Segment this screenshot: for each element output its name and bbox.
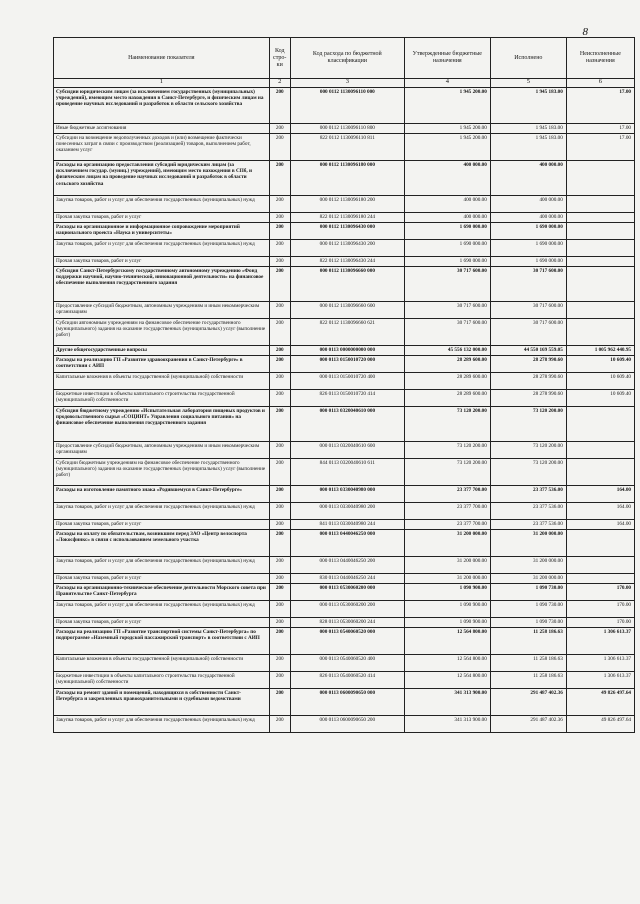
unexecuted-amount-cell: [566, 442, 634, 459]
approved-amount-cell: 30 717 600.00: [404, 267, 490, 302]
line-code-cell: 200: [269, 213, 290, 223]
approved-amount-cell: 1 690 000.00: [404, 257, 490, 267]
table-row: [54, 503, 635, 520]
executed-amount-cell: 23 377 536.00: [490, 486, 566, 503]
table-row: [54, 346, 635, 356]
header-budget-class-code: Код расхода по бюджетной классификации: [290, 38, 404, 79]
indicator-name-cell: Расходы на реализацию ГП «Развитие здравоохранения в Санкт-Петербурге» в соответствии с АИП: [54, 356, 270, 373]
unexecuted-amount-cell: 164.00: [566, 503, 634, 520]
approved-amount-cell: 1 945 200.00: [404, 124, 490, 134]
unexecuted-amount-cell: [566, 196, 634, 213]
unexecuted-amount-cell: [566, 257, 634, 267]
indicator-name-cell: Закупка товаров, работ и услуг для обеспечения государственных (муниципальных) нужд: [54, 196, 270, 213]
table-row: [54, 356, 635, 373]
executed-amount-cell: 28 278 990.60: [490, 390, 566, 407]
approved-amount-cell: 341 313 900.00: [404, 689, 490, 716]
executed-amount-cell: 30 717 600.00: [490, 319, 566, 346]
indicator-name-cell: Иные бюджетные ассигнования: [54, 124, 270, 134]
budget-class-code-cell: 822 0112 1130096660 621: [290, 319, 404, 346]
indicator-name-cell: Субсидии автономным учреждениям на финансовое обеспечение государственного (муниципального) задания на оказание государственных (муниципальных) услуг (выполнение работ): [54, 319, 270, 346]
column-number: 5: [490, 79, 566, 88]
indicator-name-cell: Предоставление субсидий бюджетным, автономным учреждениям и иным некоммерческим организациям: [54, 442, 270, 459]
approved-amount-cell: 12 564 800.00: [404, 672, 490, 689]
indicator-name-cell: Капитальные вложения в объекты государственной (муниципальной) собственности: [54, 655, 270, 672]
indicator-name-cell: Расходы на ремонт зданий и помещений, находящихся в собственности Санкт-Петербурга и закрепленных правоохранительными и судебными ведомствами: [54, 689, 270, 716]
approved-amount-cell: 28 289 600.00: [404, 373, 490, 390]
unexecuted-amount-cell: 164.00: [566, 486, 634, 503]
executed-amount-cell: 1 945 183.00: [490, 124, 566, 134]
unexecuted-amount-cell: 1 005 962 440.95: [566, 346, 634, 356]
approved-amount-cell: 31 200 000.00: [404, 530, 490, 557]
unexecuted-amount-cell: 10 609.40: [566, 373, 634, 390]
table-row: [54, 716, 635, 733]
header-line-code: Код стро-ки: [269, 38, 290, 79]
indicator-name-cell: Закупка товаров, работ и услуг для обеспечения государственных (муниципальных) нужд: [54, 557, 270, 574]
line-code-cell: 200: [269, 356, 290, 373]
line-code-cell: 200: [269, 161, 290, 196]
budget-class-code-cell: 000 0113 0530060200 200: [290, 601, 404, 618]
executed-amount-cell: 291 487 402.36: [490, 689, 566, 716]
unexecuted-amount-cell: 1 306 613.37: [566, 655, 634, 672]
table-row: [54, 628, 635, 655]
indicator-name-cell: Расходы на оплату по обязательствам, возникшим перед ЗАО «Центр велоспорта «Локосфинкс» в связи с использованием земельного участка: [54, 530, 270, 557]
line-code-cell: 200: [269, 486, 290, 503]
budget-class-code-cell: 828 0113 0530060200 244: [290, 618, 404, 628]
budget-class-code-cell: 000 0113 0600090650 000: [290, 689, 404, 716]
indicator-name-cell: Закупка товаров, работ и услуг для обеспечения государственных (муниципальных) нужд: [54, 601, 270, 618]
line-code-cell: 200: [269, 584, 290, 601]
budget-class-code-cell: 000 0112 1130096180 000: [290, 161, 404, 196]
executed-amount-cell: 31 200 000.00: [490, 574, 566, 584]
table-row: [54, 618, 635, 628]
line-code-cell: 200: [269, 223, 290, 240]
indicator-name-cell: Расходы на реализацию ГП «Развитие транспортной системы Санкт-Петербурга» по подпрограмме «Наземный городской пассажирский транспорт» в соответствии с АИП: [54, 628, 270, 655]
line-code-cell: 200: [269, 618, 290, 628]
header-indicator-name: Наименование показателя: [54, 38, 270, 79]
executed-amount-cell: 1 690 000.00: [490, 257, 566, 267]
indicator-name-cell: Бюджетные инвестиции в объекты капитального строительства государственной (муниципальной) собственности: [54, 390, 270, 407]
indicator-name-cell: Расходы на организационное и информационное сопровождение мероприятий национального проекта «Наука и университеты»: [54, 223, 270, 240]
table-row: [54, 601, 635, 618]
indicator-name-cell: Расходы на организацию предоставления субсидий юридическим лицам (за исключением государ. (муниц.) учреждений), имеющим место нахождения в СПб, и физическим лицам на проведение научных исследований и разработок в области сельского хозяйства: [54, 161, 270, 196]
approved-amount-cell: 23 377 700.00: [404, 503, 490, 520]
indicator-name-cell: Прочая закупка товаров, работ и услуг: [54, 257, 270, 267]
line-code-cell: 200: [269, 267, 290, 302]
line-code-cell: 200: [269, 124, 290, 134]
unexecuted-amount-cell: 170.00: [566, 601, 634, 618]
table-row: [54, 442, 635, 459]
executed-amount-cell: 1 090 730.00: [490, 584, 566, 601]
budget-class-code-cell: 000 0112 1130096180 200: [290, 196, 404, 213]
indicator-name-cell: Закупка товаров, работ и услуг для обеспечения государственных (муниципальных) нужд: [54, 716, 270, 733]
table-row: [54, 459, 635, 486]
executed-amount-cell: 73 120 200.00: [490, 442, 566, 459]
unexecuted-amount-cell: 1 306 613.37: [566, 628, 634, 655]
budget-class-code-cell: 000 0113 0320040610 600: [290, 442, 404, 459]
table-row: [54, 574, 635, 584]
unexecuted-amount-cell: 170.00: [566, 584, 634, 601]
executed-amount-cell: 28 278 990.60: [490, 373, 566, 390]
indicator-name-cell: Закупка товаров, работ и услуг для обеспечения государственных (муниципальных) нужд: [54, 240, 270, 257]
unexecuted-amount-cell: 17.00: [566, 88, 634, 124]
line-code-cell: 200: [269, 601, 290, 618]
unexecuted-amount-cell: [566, 574, 634, 584]
approved-amount-cell: 1 090 900.00: [404, 584, 490, 601]
table-row: [54, 124, 635, 134]
indicator-name-cell: Субсидии юридическим лицам (за исключением государственных (муниципальных) учреждений), имеющим место нахождения в Санкт-Петербурге, и физическим лицам на проведение научных исследований и разработок в области сельского хозяйства: [54, 88, 270, 124]
line-code-cell: 200: [269, 628, 290, 655]
table-row: [54, 257, 635, 267]
executed-amount-cell: 73 120 200.00: [490, 407, 566, 442]
executed-amount-cell: 1 690 000.00: [490, 240, 566, 257]
table-row: [54, 407, 635, 442]
line-code-cell: 200: [269, 407, 290, 442]
indicator-name-cell: Расходы на организационно-техническое обеспечение деятельности Морского совета при Правительстве Санкт-Петербурга: [54, 584, 270, 601]
line-code-cell: 200: [269, 346, 290, 356]
approved-amount-cell: 73 120 200.00: [404, 459, 490, 486]
table-row: [54, 267, 635, 302]
table-row: [54, 486, 635, 503]
approved-amount-cell: 28 289 600.00: [404, 356, 490, 373]
executed-amount-cell: 31 200 000.00: [490, 557, 566, 574]
unexecuted-amount-cell: 49 826 497.64: [566, 716, 634, 733]
approved-amount-cell: 31 200 000.00: [404, 574, 490, 584]
column-number-row: [54, 79, 635, 88]
column-number: 2: [269, 79, 290, 88]
budget-class-code-cell: 000 0112 1130096430 200: [290, 240, 404, 257]
indicator-name-cell: Капитальные вложения в объекты государственной (муниципальной) собственности: [54, 373, 270, 390]
budget-class-code-cell: 000 0113 0440046250 000: [290, 530, 404, 557]
unexecuted-amount-cell: 170.00: [566, 618, 634, 628]
line-code-cell: 200: [269, 557, 290, 574]
table-row: [54, 584, 635, 601]
approved-amount-cell: 12 564 800.00: [404, 655, 490, 672]
executed-amount-cell: 23 377 536.00: [490, 503, 566, 520]
approved-amount-cell: 31 200 000.00: [404, 557, 490, 574]
line-code-cell: 200: [269, 257, 290, 267]
executed-amount-cell: 30 717 600.00: [490, 302, 566, 319]
approved-amount-cell: 341 313 900.00: [404, 716, 490, 733]
table-body: [54, 88, 635, 733]
line-code-cell: 200: [269, 503, 290, 520]
line-code-cell: 200: [269, 302, 290, 319]
executed-amount-cell: 23 377 536.00: [490, 520, 566, 530]
budget-class-code-cell: 000 0113 0000000000 000: [290, 346, 404, 356]
line-code-cell: 200: [269, 716, 290, 733]
unexecuted-amount-cell: [566, 557, 634, 574]
column-number: 6: [566, 79, 634, 88]
header-row: [54, 38, 635, 79]
unexecuted-amount-cell: 10 609.40: [566, 356, 634, 373]
table-row: [54, 302, 635, 319]
approved-amount-cell: 1 090 900.00: [404, 601, 490, 618]
unexecuted-amount-cell: [566, 302, 634, 319]
page-number: 8: [582, 26, 588, 38]
approved-amount-cell: 30 717 600.00: [404, 319, 490, 346]
approved-amount-cell: 400 000.00: [404, 161, 490, 196]
unexecuted-amount-cell: [566, 319, 634, 346]
table-row: [54, 240, 635, 257]
unexecuted-amount-cell: [566, 240, 634, 257]
table-row: [54, 373, 635, 390]
unexecuted-amount-cell: 17.00: [566, 124, 634, 134]
budget-class-code-cell: 000 0113 0330040980 200: [290, 503, 404, 520]
line-code-cell: 200: [269, 530, 290, 557]
line-code-cell: 200: [269, 672, 290, 689]
approved-amount-cell: 400 000.00: [404, 196, 490, 213]
executed-amount-cell: 30 717 600.00: [490, 267, 566, 302]
table-row: [54, 196, 635, 213]
budget-class-code-cell: 822 0112 1130096180 244: [290, 213, 404, 223]
budget-class-code-cell: 826 0113 0540060520 414: [290, 672, 404, 689]
indicator-name-cell: Расходы на изготовление памятного знака «Родившемуся в Санкт-Петербурге»: [54, 486, 270, 503]
budget-class-code-cell: 000 0113 0320040610 000: [290, 407, 404, 442]
budget-class-code-cell: 000 0112 1130096660 000: [290, 267, 404, 302]
executed-amount-cell: 11 258 186.63: [490, 628, 566, 655]
table-row: [54, 557, 635, 574]
indicator-name-cell: Субсидии на возмещение недополученных доходов и (или) возмещение фактически понесенных затрат в связи с производством (реализацией) товаров, выполнением работ, оказанием услуг: [54, 134, 270, 161]
line-code-cell: 200: [269, 373, 290, 390]
budget-class-code-cell: 000 0113 0330040980 000: [290, 486, 404, 503]
unexecuted-amount-cell: [566, 223, 634, 240]
unexecuted-amount-cell: [566, 161, 634, 196]
table-row: [54, 161, 635, 196]
line-code-cell: 200: [269, 390, 290, 407]
budget-class-code-cell: 841 0113 0330040980 244: [290, 520, 404, 530]
indicator-name-cell: Закупка товаров, работ и услуг для обеспечения государственных (муниципальных) нужд: [54, 503, 270, 520]
executed-amount-cell: 1 090 730.00: [490, 601, 566, 618]
unexecuted-amount-cell: 49 826 497.64: [566, 689, 634, 716]
approved-amount-cell: 1 945 200.00: [404, 88, 490, 124]
header-approved: Утвержденные бюджетные назначения: [404, 38, 490, 79]
budget-class-code-cell: 822 0112 1130096110 811: [290, 134, 404, 161]
executed-amount-cell: 400 000.00: [490, 161, 566, 196]
approved-amount-cell: 12 564 800.00: [404, 628, 490, 655]
unexecuted-amount-cell: [566, 459, 634, 486]
table-row: [54, 655, 635, 672]
unexecuted-amount-cell: [566, 407, 634, 442]
line-code-cell: 200: [269, 319, 290, 346]
approved-amount-cell: 1 690 000.00: [404, 223, 490, 240]
budget-class-code-cell: 000 0113 0540060520 400: [290, 655, 404, 672]
executed-amount-cell: 1 690 000.00: [490, 223, 566, 240]
table-row: [54, 319, 635, 346]
line-code-cell: 200: [269, 134, 290, 161]
indicator-name-cell: Субсидия Санкт-Петербургскому государственному автономному учреждению «Фонд поддержки научной, научно-технической, инновационной деятельности» на финансовое обеспечение выполнения государственного задания: [54, 267, 270, 302]
executed-amount-cell: 31 200 000.00: [490, 530, 566, 557]
line-code-cell: 200: [269, 196, 290, 213]
line-code-cell: 200: [269, 520, 290, 530]
approved-amount-cell: 400 000.00: [404, 213, 490, 223]
indicator-name-cell: Субсидия бюджетному учреждению «Испытательная лаборатория пищевых продуктов и продовольственного сырья «СОЦИНТ» Управления социального питания» на финансовое обеспечение выполнения государственного задания: [54, 407, 270, 442]
budget-class-code-cell: 000 0112 1130096660 600: [290, 302, 404, 319]
indicator-name-cell: Прочая закупка товаров, работ и услуг: [54, 574, 270, 584]
budget-class-code-cell: 844 0113 0320040610 611: [290, 459, 404, 486]
table-row: [54, 223, 635, 240]
table-row: [54, 530, 635, 557]
executed-amount-cell: 44 550 169 559.05: [490, 346, 566, 356]
unexecuted-amount-cell: [566, 267, 634, 302]
approved-amount-cell: 28 289 600.00: [404, 390, 490, 407]
executed-amount-cell: 1 945 183.00: [490, 134, 566, 161]
column-number: 1: [54, 79, 270, 88]
indicator-name-cell: Прочая закупка товаров, работ и услуг: [54, 213, 270, 223]
executed-amount-cell: 11 258 186.63: [490, 655, 566, 672]
budget-class-code-cell: 000 0112 1130096430 000: [290, 223, 404, 240]
approved-amount-cell: 23 377 700.00: [404, 520, 490, 530]
approved-amount-cell: 30 717 600.00: [404, 302, 490, 319]
indicator-name-cell: Прочая закупка товаров, работ и услуг: [54, 618, 270, 628]
column-number: 4: [404, 79, 490, 88]
table-row: [54, 689, 635, 716]
line-code-cell: 200: [269, 689, 290, 716]
table-row: [54, 390, 635, 407]
unexecuted-amount-cell: [566, 213, 634, 223]
line-code-cell: 200: [269, 574, 290, 584]
table-row: [54, 213, 635, 223]
budget-class-code-cell: 000 0113 0600090650 200: [290, 716, 404, 733]
line-code-cell: 200: [269, 459, 290, 486]
executed-amount-cell: 11 258 186.63: [490, 672, 566, 689]
approved-amount-cell: 1 090 900.00: [404, 618, 490, 628]
indicator-name-cell: Субсидии бюджетным учреждениям на финансовое обеспечение государственного (муниципального) задания на оказание государственных (муниципальных) услуг (выполнение работ): [54, 459, 270, 486]
unexecuted-amount-cell: 164.00: [566, 520, 634, 530]
budget-class-code-cell: 000 0112 1130096110 000: [290, 88, 404, 124]
approved-amount-cell: 1 690 000.00: [404, 240, 490, 257]
budget-class-code-cell: 000 0113 0440046250 200: [290, 557, 404, 574]
executed-amount-cell: 1 945 183.00: [490, 88, 566, 124]
executed-amount-cell: 73 120 200.00: [490, 459, 566, 486]
budget-class-code-cell: 826 0113 0150010720 414: [290, 390, 404, 407]
executed-amount-cell: 400 000.00: [490, 196, 566, 213]
executed-amount-cell: 400 000.00: [490, 213, 566, 223]
executed-amount-cell: 1 090 730.00: [490, 618, 566, 628]
budget-execution-sheet: [53, 37, 635, 733]
budget-class-code-cell: 000 0113 0540060520 000: [290, 628, 404, 655]
table-row: [54, 672, 635, 689]
budget-class-code-cell: 822 0112 1130096430 244: [290, 257, 404, 267]
approved-amount-cell: 23 377 700.00: [404, 486, 490, 503]
indicator-name-cell: Бюджетные инвестиции в объекты капитального строительства государственной (муниципальной) собственности: [54, 672, 270, 689]
executed-amount-cell: 291 487 402.36: [490, 716, 566, 733]
approved-amount-cell: 73 120 200.00: [404, 407, 490, 442]
column-number: 3: [290, 79, 404, 88]
budget-class-code-cell: 000 0113 0150010720 400: [290, 373, 404, 390]
table-row: [54, 134, 635, 161]
budget-class-code-cell: 000 0112 1130096110 800: [290, 124, 404, 134]
line-code-cell: 200: [269, 442, 290, 459]
budget-class-code-cell: 000 0113 0530060200 000: [290, 584, 404, 601]
budget-class-code-cell: 830 0113 0440046250 244: [290, 574, 404, 584]
line-code-cell: 200: [269, 655, 290, 672]
budget-class-code-cell: 000 0113 0150010720 000: [290, 356, 404, 373]
indicator-name-cell: Предоставление субсидий бюджетным, автономным учреждениям и иным некоммерческим организациям: [54, 302, 270, 319]
budget-table: [53, 37, 635, 733]
executed-amount-cell: 28 278 990.60: [490, 356, 566, 373]
approved-amount-cell: 45 556 132 000.00: [404, 346, 490, 356]
indicator-name-cell: Прочая закупка товаров, работ и услуг: [54, 520, 270, 530]
table-row: [54, 520, 635, 530]
indicator-name-cell: Другие общегосударственные вопросы: [54, 346, 270, 356]
line-code-cell: 200: [269, 88, 290, 124]
approved-amount-cell: 73 120 200.00: [404, 442, 490, 459]
header-unexecuted: Неисполненные назначения: [566, 38, 634, 79]
table-row: [54, 88, 635, 124]
line-code-cell: 200: [269, 240, 290, 257]
approved-amount-cell: 1 945 200.00: [404, 134, 490, 161]
unexecuted-amount-cell: [566, 530, 634, 557]
header-executed: Исполнено: [490, 38, 566, 79]
unexecuted-amount-cell: 10 609.40: [566, 390, 634, 407]
unexecuted-amount-cell: 17.00: [566, 134, 634, 161]
unexecuted-amount-cell: 1 306 613.37: [566, 672, 634, 689]
